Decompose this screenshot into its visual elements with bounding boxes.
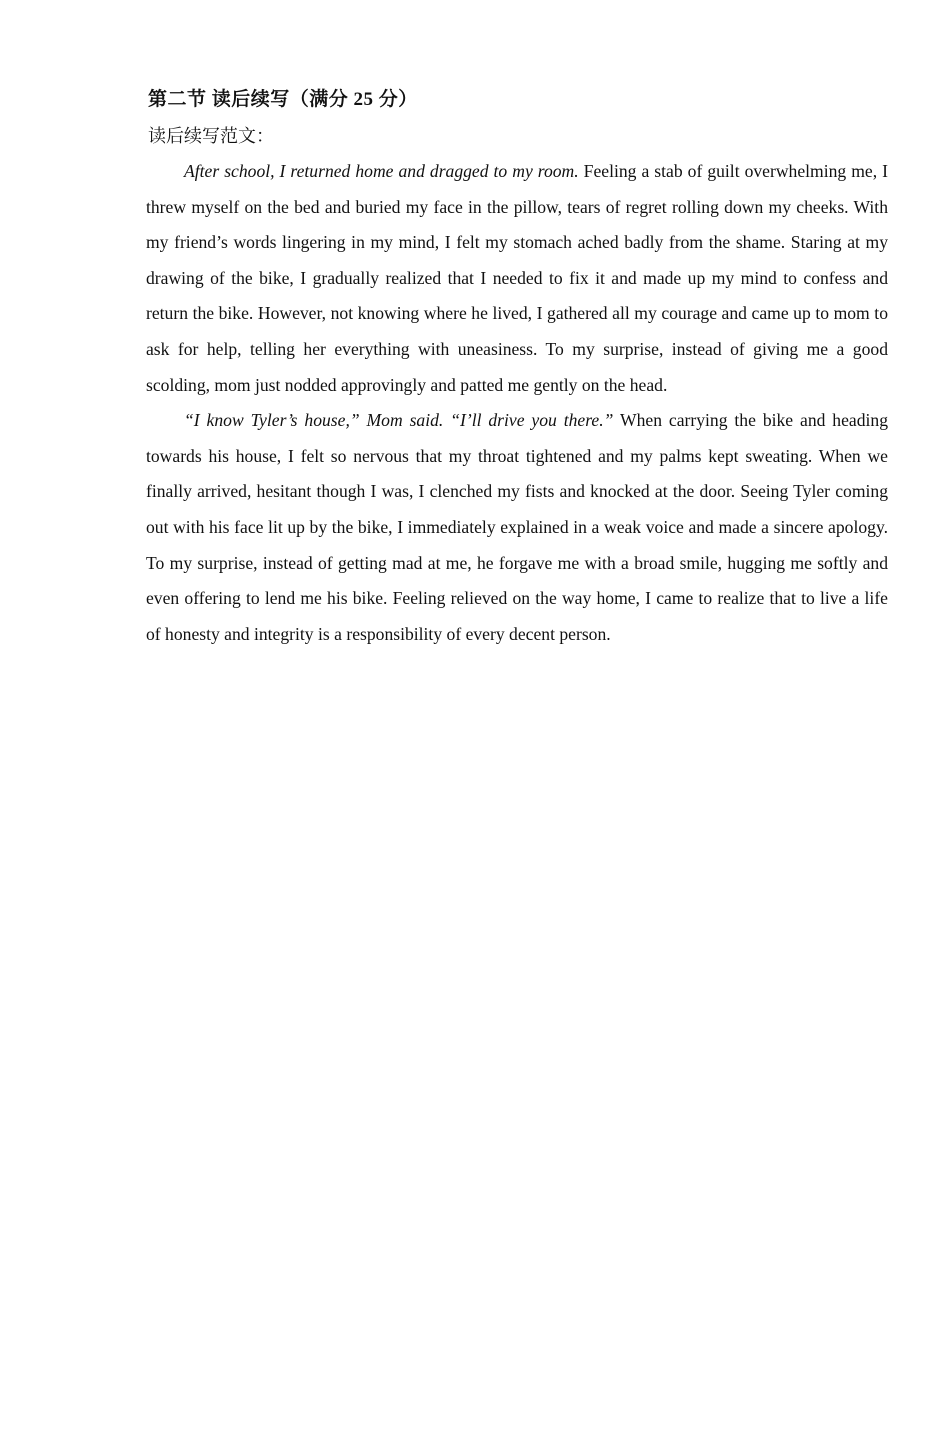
model-essay [146, 154, 888, 652]
paragraph-2-body: When carrying the bike and heading towards his house, I felt so nervous that my throat tightened and my palms kept sweating. When we finally arrived, hesitant though I was, I clenched my fists and knocked at the door. Seeing Tyler coming out with his face lit up by the bike, I immediately explained in a weak voice and made a sincere apology. To my surprise, instead of getting mad at me, he forgave me with a broad smile, hugging me softly and even offering to lend me his bike. Feeling relieved on the way home, I came to realize that to live a life of honesty and integrity is a responsibility of every decent person. [146, 410, 888, 644]
section-title: 第二节 读后续写（满分 25 分） [148, 89, 418, 110]
paragraph-1-opening-sentence: After school, I returned home and dragged to my room. [184, 161, 579, 181]
paragraph-1-body: Feeling a stab of guilt overwhelming me, I threw myself on the bed and buried my face in the pillow, tears of regret rolling down my cheeks. With my friend’s words lingering in my mind, I felt my stomach ached badly from the shame. Staring at my drawing of the bike, I gradually realized that I needed to fix it and made up my mind to confess and return the bike. However, not knowing where he lived, I gathered all my courage and came up to mom to ask for help, telling her everything with uneasiness. To my surprise, instead of giving me a good scolding, mom just nodded approvingly and patted me gently on the head. [146, 161, 889, 395]
essay-paragraph-2 [146, 403, 888, 652]
essay-subtitle: 读后续写范文： [148, 126, 274, 146]
paragraph-2-opening-sentence: “I know Tyler’s house,” Mom said. “I’ll drive you there.” [184, 410, 614, 431]
essay-paragraph-1 [146, 154, 888, 403]
